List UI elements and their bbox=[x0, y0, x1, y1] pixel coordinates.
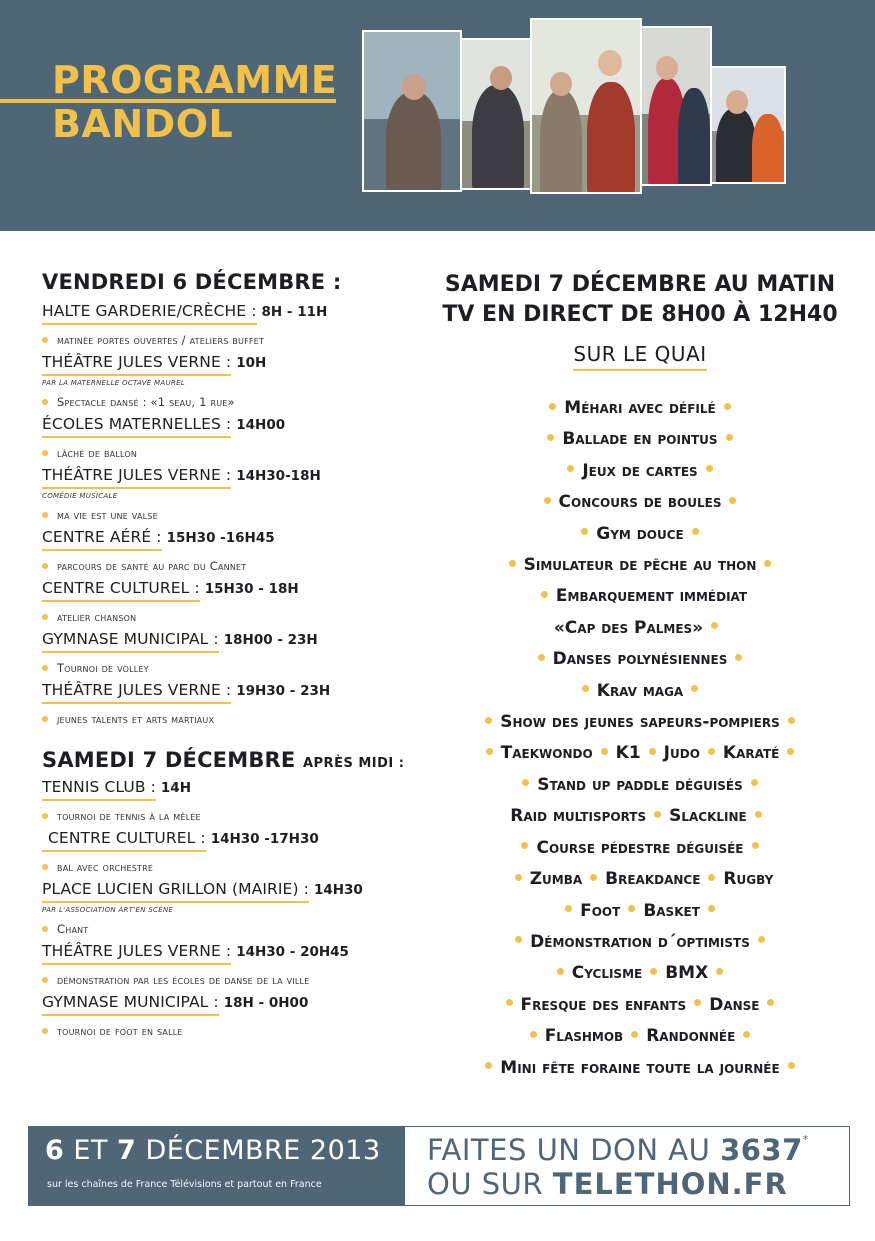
activity-name: Stand up paddle déguisés bbox=[537, 774, 743, 795]
activity-line bbox=[440, 676, 840, 707]
event-time: 15H30 -16H45 bbox=[166, 530, 275, 546]
bullet-icon bbox=[788, 1062, 795, 1069]
activity-name: Basket bbox=[643, 900, 700, 921]
event-time: 10H bbox=[236, 355, 267, 371]
page-title bbox=[52, 58, 337, 146]
photo-father-child bbox=[460, 38, 532, 190]
activity-name: Ballade en pointus bbox=[562, 429, 718, 450]
bullet-icon bbox=[788, 717, 795, 724]
activity-name: Méhari avec défilé bbox=[564, 398, 716, 418]
title-line-2: BANDOL bbox=[52, 102, 234, 146]
event-venue: THÉÂTRE JULES VERNE : bbox=[42, 942, 231, 965]
bullet-icon bbox=[787, 748, 794, 755]
activity-line bbox=[440, 1053, 840, 1084]
bullet-icon bbox=[515, 874, 522, 881]
activity-line bbox=[440, 581, 840, 612]
bullet-icon bbox=[42, 399, 48, 405]
event-activity: ma vie est une valse bbox=[42, 508, 427, 522]
activity-line bbox=[440, 927, 840, 958]
bullet-icon bbox=[42, 1028, 48, 1034]
activity-line bbox=[440, 896, 840, 927]
event-activity: parcours de santé au parc du Cannet bbox=[42, 559, 427, 573]
bullet-icon bbox=[42, 512, 48, 518]
friday-heading: VENDREDI 6 DÉCEMBRE : bbox=[42, 270, 342, 294]
activity-line bbox=[440, 519, 840, 550]
event-time: 8H - 11H bbox=[261, 304, 328, 320]
event-activity: Spectacle dansé : «1 seau, 1 rue» bbox=[42, 395, 427, 409]
bullet-icon bbox=[726, 434, 733, 441]
event-venue: GYMNASE MUNICIPAL : bbox=[42, 993, 219, 1016]
event-activity: démonstration par les écoles de danse de la ville bbox=[42, 973, 427, 987]
bullet-icon bbox=[42, 450, 48, 456]
bullet-icon bbox=[708, 905, 715, 912]
bullet-icon bbox=[708, 748, 715, 755]
donation-website: OU SUR TELETHON.FR bbox=[427, 1167, 788, 1201]
activity-name: Gym douce bbox=[596, 523, 684, 544]
bullet-icon bbox=[752, 842, 759, 849]
activity-name: BMX bbox=[665, 963, 709, 984]
header-banner bbox=[0, 0, 875, 231]
bullet-icon bbox=[590, 874, 597, 881]
activity-line bbox=[440, 990, 840, 1021]
event-note: PAR L'ASSOCIATION ART'EN SCÈNE bbox=[42, 906, 174, 914]
event-activity: matinée portes ouvertes / ateliers buffet bbox=[42, 333, 427, 347]
activity-name: Raid multisports bbox=[510, 806, 647, 827]
bullet-icon bbox=[42, 864, 48, 870]
activity-name: Concours de boules bbox=[558, 492, 722, 513]
bullet-icon bbox=[581, 528, 588, 535]
website-link[interactable]: TELETHON.FR bbox=[552, 1167, 788, 1201]
friday-events bbox=[42, 302, 427, 726]
event-activity: jeunes talents et arts martiaux bbox=[42, 712, 427, 726]
bullet-icon bbox=[565, 905, 572, 912]
event-venue: THÉÂTRE JULES VERNE : bbox=[42, 353, 231, 376]
activity-name: Danse bbox=[709, 994, 760, 1015]
event-item bbox=[42, 528, 427, 573]
activity-line bbox=[440, 613, 840, 644]
bullet-icon bbox=[486, 748, 493, 755]
broadcast-date-panel bbox=[29, 1127, 405, 1205]
activity-name: Cyclisme bbox=[571, 963, 643, 984]
activity-line bbox=[440, 424, 840, 455]
bullet-icon bbox=[708, 874, 715, 881]
activity-name: Course pédestre déguisée bbox=[536, 837, 744, 858]
bullet-icon bbox=[42, 926, 48, 932]
activity-name: «Cap des Palmes» bbox=[553, 617, 704, 638]
activity-name: Slackline bbox=[669, 806, 747, 827]
bullet-icon bbox=[694, 999, 701, 1006]
event-time: 15H30 - 18H bbox=[204, 581, 299, 597]
activity-name: Rugby bbox=[723, 869, 774, 890]
activity-line bbox=[440, 550, 840, 581]
saturday-morning-heading: SAMEDI 7 DÉCEMBRE AU MATIN TV EN DIRECT DE 8H00 À 12H40 bbox=[442, 272, 838, 327]
bullet-icon bbox=[724, 403, 731, 410]
event-item bbox=[42, 302, 427, 347]
event-time: 14H00 bbox=[236, 417, 286, 433]
event-time: 14H30-18H bbox=[236, 468, 321, 484]
event-item bbox=[42, 681, 427, 726]
saturday-afternoon-events bbox=[42, 778, 427, 1038]
event-venue: PLACE LUCIEN GRILLON (MAIRIE) : bbox=[42, 880, 309, 903]
event-venue: GYMNASE MUNICIPAL : bbox=[42, 630, 219, 653]
bullet-icon bbox=[650, 968, 657, 975]
title-line-1: PROGRAMME bbox=[52, 58, 338, 102]
event-item bbox=[42, 993, 427, 1038]
bullet-icon bbox=[522, 779, 529, 786]
phone-number[interactable]: 3637 bbox=[720, 1133, 803, 1167]
bullet-icon bbox=[541, 591, 548, 598]
event-venue: TENNIS CLUB : bbox=[42, 778, 156, 801]
donation-panel bbox=[405, 1127, 849, 1205]
bullet-icon bbox=[649, 748, 656, 755]
bullet-icon bbox=[42, 716, 48, 722]
activity-line bbox=[440, 644, 840, 675]
donation-phone: FAITES UN DON AU 3637* bbox=[427, 1133, 809, 1167]
event-time: 18H00 - 23H bbox=[223, 632, 318, 648]
bullet-icon bbox=[42, 337, 48, 343]
activity-line bbox=[440, 707, 840, 738]
bullet-icon bbox=[735, 654, 742, 661]
bullet-icon bbox=[42, 813, 48, 819]
bullet-icon bbox=[691, 685, 698, 692]
event-item bbox=[42, 880, 427, 936]
bullet-icon bbox=[515, 936, 522, 943]
activity-name: Mini fête foraine toute la journée bbox=[500, 1057, 780, 1078]
activity-name: Fresque des enfants bbox=[520, 994, 687, 1015]
event-venue: CENTRE AÉRÉ : bbox=[42, 528, 162, 551]
activity-name: Randonnée bbox=[646, 1026, 736, 1047]
photo-mother-child-sea bbox=[362, 30, 462, 192]
bullet-icon bbox=[42, 614, 48, 620]
bullet-icon bbox=[755, 811, 762, 818]
event-time: 14H bbox=[160, 780, 191, 796]
activity-line bbox=[440, 770, 840, 801]
activity-name: Breakdance bbox=[605, 869, 701, 890]
activity-name: K1 bbox=[615, 743, 641, 764]
bullet-icon bbox=[601, 748, 608, 755]
event-item bbox=[42, 630, 427, 675]
activity-line bbox=[440, 801, 840, 832]
bullet-icon bbox=[628, 905, 635, 912]
activity-name: Judo bbox=[663, 743, 700, 764]
activity-name: Krav maga bbox=[596, 680, 684, 701]
bullet-icon bbox=[764, 560, 771, 567]
bullet-icon bbox=[538, 654, 545, 661]
photo-woman-boy bbox=[710, 66, 786, 184]
event-activity: tournoi de tennis à la mêlée bbox=[42, 809, 427, 823]
bullet-icon bbox=[485, 717, 492, 724]
activity-line bbox=[440, 833, 840, 864]
bullet-icon bbox=[767, 999, 774, 1006]
bullet-icon bbox=[530, 1031, 537, 1038]
event-venue: ÉCOLES MATERNELLES : bbox=[42, 415, 231, 438]
activity-name: Zumba bbox=[529, 869, 583, 890]
bullet-icon bbox=[716, 968, 723, 975]
location-title: SUR LE QUAI bbox=[573, 342, 706, 371]
event-time: 18H - 0H00 bbox=[223, 995, 309, 1011]
bullet-icon bbox=[567, 465, 574, 472]
event-venue: THÉÂTRE JULES VERNE : bbox=[42, 681, 231, 704]
event-item bbox=[42, 829, 427, 874]
activity-name: Foot bbox=[580, 900, 621, 921]
activity-line bbox=[440, 738, 840, 769]
bullet-icon bbox=[758, 936, 765, 943]
event-venue: CENTRE CULTUREL : bbox=[42, 579, 200, 602]
event-item bbox=[42, 466, 427, 522]
right-column bbox=[440, 270, 840, 1084]
photo-collage bbox=[362, 18, 787, 198]
bullet-icon bbox=[692, 528, 699, 535]
event-venue: HALTE GARDERIE/CRÈCHE : bbox=[42, 302, 257, 325]
activity-name: Simulateur de pêche au thon bbox=[523, 555, 757, 576]
event-activity: atelier chanson bbox=[42, 610, 427, 624]
bullet-icon bbox=[706, 465, 713, 472]
bullet-icon bbox=[42, 665, 48, 671]
bullet-icon bbox=[509, 560, 516, 567]
activity-line bbox=[440, 1021, 840, 1052]
footer-banner bbox=[28, 1126, 850, 1206]
event-venue: CENTRE CULTUREL : bbox=[42, 829, 206, 852]
activity-line bbox=[440, 487, 840, 518]
activity-line bbox=[440, 393, 840, 424]
activity-name: Danses polynésiennes bbox=[552, 649, 728, 670]
event-note: PAR LA MATERNELLE OCTAVE MAUREL bbox=[42, 379, 185, 387]
bullet-icon bbox=[521, 842, 528, 849]
activity-name: Flashmob bbox=[544, 1026, 624, 1047]
bullet-icon bbox=[506, 999, 513, 1006]
bullet-icon bbox=[547, 434, 554, 441]
bullet-icon bbox=[544, 497, 551, 504]
bullet-icon bbox=[711, 622, 718, 629]
event-activity: tournoi de foot en salle bbox=[42, 1024, 427, 1038]
saturday-afternoon-heading: SAMEDI 7 DÉCEMBRE APRÈS MIDI : bbox=[42, 748, 405, 772]
bullet-icon bbox=[743, 1031, 750, 1038]
bullet-icon bbox=[631, 1031, 638, 1038]
event-activity: lâché de ballon bbox=[42, 446, 427, 460]
activity-name: Jeux de cartes bbox=[582, 460, 698, 481]
broadcast-date: 6 ET 7 DÉCEMBRE 2013 bbox=[45, 1135, 381, 1166]
event-venue: THÉÂTRE JULES VERNE : bbox=[42, 466, 231, 489]
bullet-icon bbox=[549, 403, 556, 410]
activity-name: Karaté bbox=[722, 743, 780, 764]
bullet-icon bbox=[729, 497, 736, 504]
activity-name: Embarquement immédiat bbox=[555, 586, 748, 607]
activity-name: Show des jeunes sapeurs-pompiers bbox=[500, 712, 780, 733]
activity-line bbox=[440, 958, 840, 989]
activity-line bbox=[440, 864, 840, 895]
activity-list bbox=[440, 393, 840, 1084]
event-item bbox=[42, 579, 427, 624]
left-column bbox=[42, 270, 427, 1044]
event-note: COMÉDIE MUSICALE bbox=[42, 492, 118, 500]
event-activity: bal avec orchestre bbox=[42, 860, 427, 874]
bullet-icon bbox=[485, 1062, 492, 1069]
bullet-icon bbox=[42, 563, 48, 569]
event-item bbox=[42, 415, 427, 460]
activity-name: Démonstration d´optimists bbox=[530, 931, 750, 952]
bullet-icon bbox=[557, 968, 564, 975]
broadcast-info: sur les chaînes de France Télévisions et partout en France bbox=[47, 1179, 322, 1190]
bullet-icon bbox=[582, 685, 589, 692]
activity-name: Taekwondo bbox=[500, 743, 593, 764]
photo-mother-son bbox=[640, 26, 712, 186]
event-time: 19H30 - 23H bbox=[236, 683, 331, 699]
event-activity: Chant bbox=[42, 922, 427, 936]
activity-line bbox=[440, 456, 840, 487]
event-time: 14H30 bbox=[313, 882, 363, 898]
event-time: 14H30 - 20H45 bbox=[236, 944, 349, 960]
photo-family-group bbox=[530, 18, 642, 194]
event-activity: Tournoi de volley bbox=[42, 661, 427, 675]
bullet-icon bbox=[42, 977, 48, 983]
event-item bbox=[42, 778, 427, 823]
bullet-icon bbox=[654, 811, 661, 818]
event-item bbox=[42, 353, 427, 409]
event-time: 14H30 -17H30 bbox=[210, 831, 319, 847]
event-item bbox=[42, 942, 427, 987]
bullet-icon bbox=[751, 779, 758, 786]
